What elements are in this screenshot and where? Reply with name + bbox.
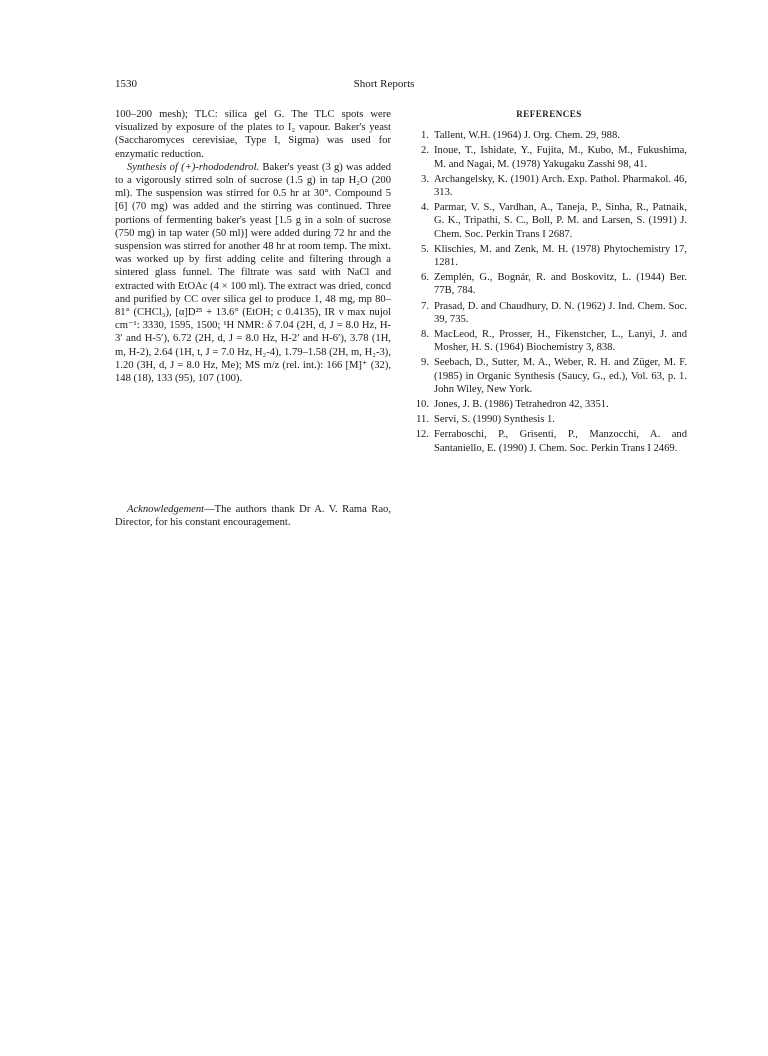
reference-item (411, 356, 687, 396)
reference-number: 6. (421, 272, 429, 284)
reference-item (411, 413, 687, 426)
reference-text: Ferraboschi, P., Grisenti, P., Manzocchi, A. and Santaniello, E. (1990) J. Chem. Soc. Perkin Trans I 2469. (434, 429, 687, 454)
reference-number: 9. (421, 357, 429, 369)
reference-text: Prasad, D. and Chaudhury, D. N. (1962) J. Ind. Chem. Soc. 39, 735. (434, 300, 687, 325)
reference-text: Tallent, W.H. (1964) J. Org. Chem. 29, 988. (434, 130, 620, 142)
reference-item (411, 328, 687, 354)
reference-item (411, 271, 687, 297)
reference-number: 2. (421, 145, 429, 157)
reference-item (411, 201, 687, 241)
reference-number: 12. (415, 429, 429, 441)
page-number: 1530 (115, 78, 137, 90)
references-column (411, 108, 687, 457)
reference-text: Servi, S. (1990) Synthesis 1. (434, 414, 555, 426)
synthesis-body: Baker's yeast (3 g) was added to a vigorously stirred soln of sucrose (1.5 g) in tap H₂O (200 ml). The suspension was stirred for 0.5 hr at 30°. Compound 5 [6] (70 mg) was added and the stirring was continued. Three portions of fermenting baker's yeast [1.5 g in a soln of sucrose (750 mg) in tap water (50 ml)] were added during 72 hr and the suspension was stirred for another 48 hr at room temp. The mixt. was worked up by first adding celite and filtering through a sintered glass funnel. The filtrate was satd with NaCl and extracted with EtOAc (4 × 100 ml). The extract was dried, concd and purified by CC over silica gel to produce 1, 48 mg, mp 80–81° (CHCl₃), [α]D²⁵ + 13.6° (EtOH; c 0.4135), IR ν max nujol cm⁻¹: 3330, 1595, 1500; ¹H NMR: δ 7.04 (2H, d, J = 8.0 Hz, H-3′ and H-5′), 6.72 (2H, d, J = 8.0 Hz, H-2′ and H-6′), 3.78 (1H, m, H-2), 2.64 (1H, t, J = 7.0 Hz, H₂-4), 1.79–1.58 (2H, m, H₂-3), 1.20 (3H, d, J = 8.0 Hz, Me); MS m/z (rel. int.): 166 [M]⁺ (32), 148 (18), 133 (95), 107 (100). (115, 161, 391, 385)
acknowledgement-body: —The authors thank Dr A. V. Rama Rao, Director, for his constant encouragement. (115, 504, 391, 529)
reference-item (411, 173, 687, 199)
acknowledgement-heading: Acknowledgement (127, 504, 205, 516)
reference-number: 1. (421, 130, 429, 142)
reference-number: 3. (421, 173, 429, 185)
reference-number: 4. (421, 202, 429, 214)
reference-item (411, 144, 687, 170)
synthesis-heading: Synthesis of (+)-rhododendrol. (127, 161, 260, 173)
methods-paragraph: 100–200 mesh); TLC: silica gel G. The TLC spots were visualized by exposure of the plates to I₂ vapour. Baker's yeast (Saccharomyces cerevisiae, Type I, Sigma) was used for enzymatic reduction. (115, 109, 391, 160)
reference-number: 11. (416, 414, 429, 426)
acknowledgement-paragraph (115, 503, 391, 529)
reference-item (411, 129, 687, 142)
reference-text: Zemplén, G., Bognár, R. and Boskovitz, L. (1944) Ber. 77B, 784. (434, 272, 687, 297)
reference-number: 10. (415, 399, 429, 411)
reference-text: Jones, J. B. (1986) Tetrahedron 42, 3351. (434, 399, 609, 411)
reference-number: 5. (421, 243, 429, 255)
reference-text: Inoue, T., Ishidate, Y., Fujita, M., Kubo, M., Fukushima, M. and Nagai, M. (1978) Yakugaku Zasshi 98, 41. (434, 145, 687, 170)
reference-text: Parmar, V. S., Vardhan, A., Taneja, P., Sinha, R., Patnaik, G. K., Tripathi, S. C., Boll, P. M. and Larsen, S. (1991) J. Chem. Soc. Perkin Trans I 2687. (434, 202, 687, 240)
reference-text: Klischies, M. and Zenk, M. H. (1978) Phytochemistry 17, 1281. (434, 243, 687, 269)
reference-text: MacLeod, R., Prosser, H., Fikenstcher, L., Lanyi, J. and Mosher, H. S. (1964) Biochemistry 3, 838. (434, 329, 687, 354)
left-column (115, 108, 391, 530)
reference-number: 7. (421, 300, 429, 312)
references-heading: REFERENCES (516, 109, 582, 119)
reference-number: 8. (421, 329, 429, 341)
synthesis-paragraph (115, 161, 391, 385)
reference-item (411, 243, 687, 269)
reference-text: Archangelsky, K. (1901) Arch. Exp. Pathol. Pharmakol. 46, 313. (434, 173, 687, 199)
reference-text: Seebach, D., Sutter, M. A., Weber, R. H. and Züger, M. F. (1985) in Organic Synthesis (Saucy, G., ed.), Vol. 63, p. 1. John Wiley, New York. (434, 357, 687, 395)
reference-item (411, 398, 687, 411)
reference-item (411, 428, 687, 454)
reference-item (411, 300, 687, 326)
running-head: Short Reports (353, 78, 415, 90)
